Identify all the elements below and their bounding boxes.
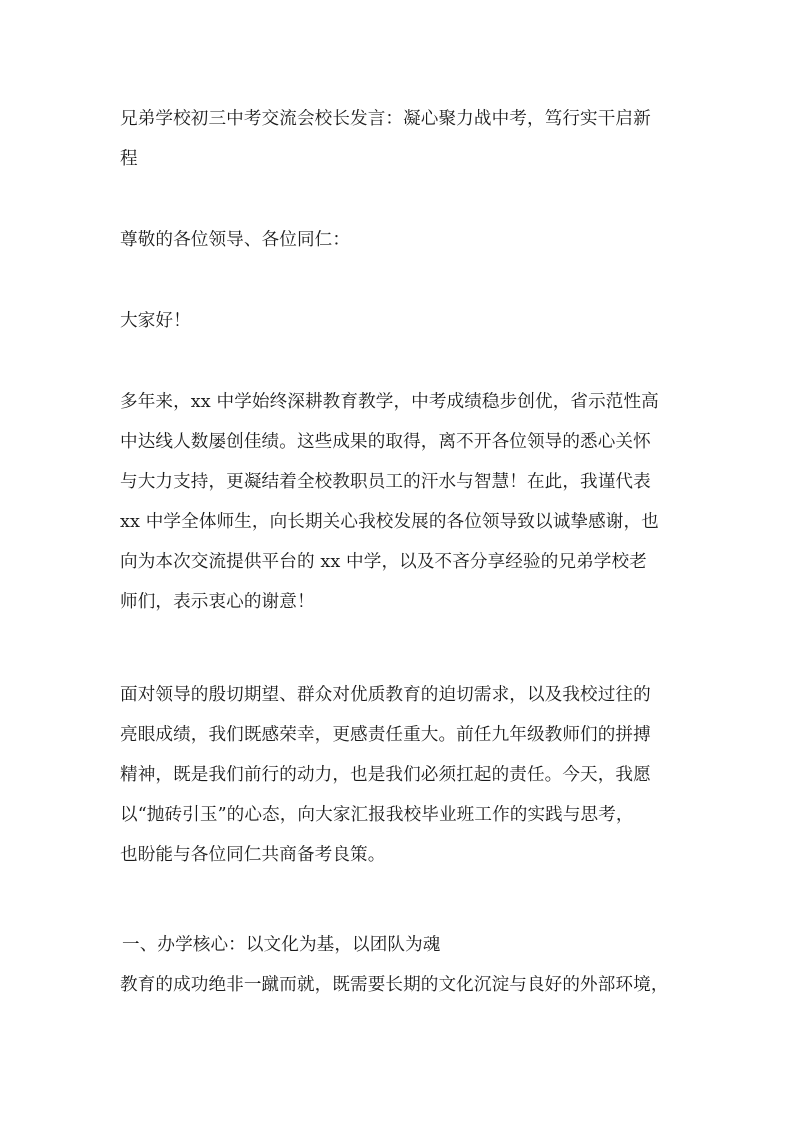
paragraph-2-line-3: 精神，既是我们前行的动力，也是我们必须扛起的责任。今天，我愿	[120, 765, 651, 785]
paragraph-1-line-2: 中达线人数屡创佳绩。这些成果的取得，离不开各位领导的悉心关怀	[120, 432, 651, 452]
document-title-line-2: 程	[120, 149, 138, 169]
paragraph-1-line-6: 师们，表示衷心的谢意！	[120, 592, 315, 612]
paragraph-2-line-2: 亮眼成绩，我们既感荣幸，更感责任重大。前任九年级教师们的拼搏	[120, 725, 651, 745]
paragraph-1-line-4: xx 中学全体师生，向长期关心我校发展的各位领导致以诚挚感谢，也	[120, 512, 659, 532]
greeting: 大家好！	[120, 311, 191, 331]
paragraph-1-line-5: 向为本次交流提供平台的 xx 中学，以及不吝分享经验的兄弟学校老	[120, 552, 647, 572]
paragraph-1-line-1: 多年来，xx 中学始终深耕教育教学，中考成绩稳步创优，省示范性高	[120, 392, 659, 412]
paragraph-1-line-3: 与大力支持，更凝结着全校教职员工的汗水与智慧！在此，我谨代表	[120, 472, 651, 492]
section-heading: 一、办学核心：以文化为基，以团队为魂	[122, 935, 441, 955]
salutation: 尊敬的各位领导、各位同仁：	[120, 230, 351, 250]
paragraph-2-line-5: 也盼能与各位同仁共商备考良策。	[120, 845, 386, 865]
paragraph-2-line-1: 面对领导的殷切期望、群众对优质教育的迫切需求，以及我校过往的	[120, 685, 651, 705]
document-title-line-1: 兄弟学校初三中考交流会校长发言：凝心聚力战中考，笃行实干启新	[120, 109, 651, 129]
paragraph-2-line-4: 以“抛砖引玉”的心态，向大家汇报我校毕业班工作的实践与思考，	[120, 805, 634, 825]
section-paragraph-line-1: 教育的成功绝非一蹴而就，既需要长期的文化沉淀与良好的外部环境，	[120, 975, 669, 995]
